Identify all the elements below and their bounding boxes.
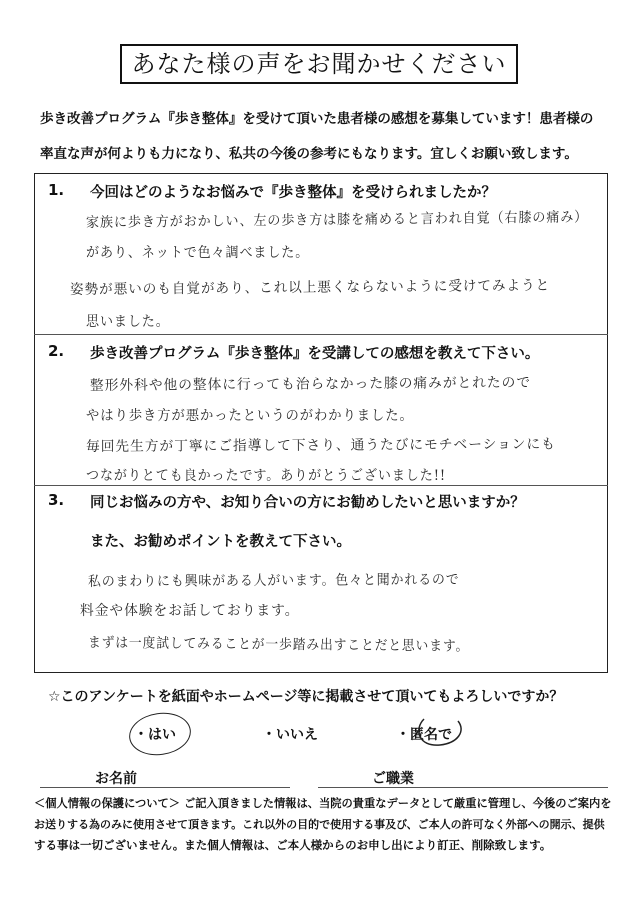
occupation-field-line — [318, 787, 608, 788]
question-2-number: 2. — [48, 342, 65, 360]
consent-question: ☆このアンケートを紙面やホームページ等に掲載させて頂いてもよろしいですか？ — [48, 689, 564, 705]
question-3-subtext: また、お勧めポイントを教えて下さい。 — [90, 534, 351, 550]
answer-1-line-3: 姿勢が悪いのも自覚があり、これ以上悪くならないように受けてみようと — [69, 277, 551, 298]
question-2-text: 歩き改善プログラム『歩き整体』を受講しての感想を教えて下さい。 — [90, 346, 540, 362]
answer-2-line-1: 整形外科や他の整体に行っても治らなかった膝の痛みがとれたので — [89, 374, 532, 394]
question-1-text: 今回はどのようなお悩みで『歩き整体』を受けられましたか？ — [90, 185, 496, 201]
privacy-line-2: お送りする為のみに使用させて頂きます。これ以外の目的で使用する事及び、ご本人の許可なく外部への開示、提供 — [34, 818, 605, 831]
answer-2-line-3: 毎回先生方が丁寧にご指導して下さり、通うたびにモチベーションにも — [85, 436, 556, 455]
name-field-line — [40, 787, 290, 788]
answer-1-line-4: 思いました。 — [86, 314, 170, 330]
option-anonymous[interactable]: ・匿名で — [396, 727, 452, 743]
question-3-text: 同じお悩みの方や、お知り合いの方にお勧めしたいと思いますか？ — [90, 495, 525, 511]
question-divider-2 — [34, 485, 608, 486]
answer-2-line-2: やはり歩き方が悪かったというのがわかりました。 — [86, 408, 414, 424]
answer-1-line-2: があり、ネットで色々調べました。 — [86, 245, 310, 261]
intro-line-2: 率直な声が何よりも力になり、私共の今後の参考にもなります。宜しくお願い致します。 — [40, 146, 578, 162]
question-divider-1 — [34, 334, 608, 335]
question-1-number: 1. — [48, 181, 65, 199]
answer-3-line-3: まずは一度試してみることが一歩踏み出すことだと思います。 — [87, 635, 470, 655]
answer-1-line-1: 家族に歩き方がおかしい、左の歩き方は膝を痛めると言われ自覚（右膝の痛み） — [85, 209, 589, 231]
page-title: あなた様の声をお聞かせください — [120, 44, 518, 84]
privacy-line-3: する事は一切ございません。また個人情報は、ご本人様からのお申し出により訂正、削除致します。 — [34, 838, 552, 852]
option-yes[interactable]: ・はい — [134, 727, 176, 743]
occupation-field-label: ご職業 — [372, 771, 414, 787]
answer-3-line-1: 私のまわりにも興味がある人がいます。色々と聞かれるので — [87, 571, 460, 590]
anonymous-scribble — [410, 715, 470, 751]
answer-2-line-4: つながりとても良かったです。ありがとうございました!! — [86, 468, 447, 484]
option-no[interactable]: ・いいえ — [262, 727, 318, 743]
answer-3-line-2: 料金や体験をお話しております。 — [80, 603, 300, 619]
question-3-number: 3. — [48, 491, 65, 509]
intro-line-1: 歩き改善プログラム『歩き整体』を受けて頂いた患者様の感想を募集しています！患者様の — [40, 111, 594, 127]
name-field-label: お名前 — [95, 771, 137, 787]
privacy-line-1: ＜個人情報の保護について＞ ご記入頂きました情報は、当院の貴重なデータとして厳重に管理し、今後のご案内を — [34, 797, 612, 810]
